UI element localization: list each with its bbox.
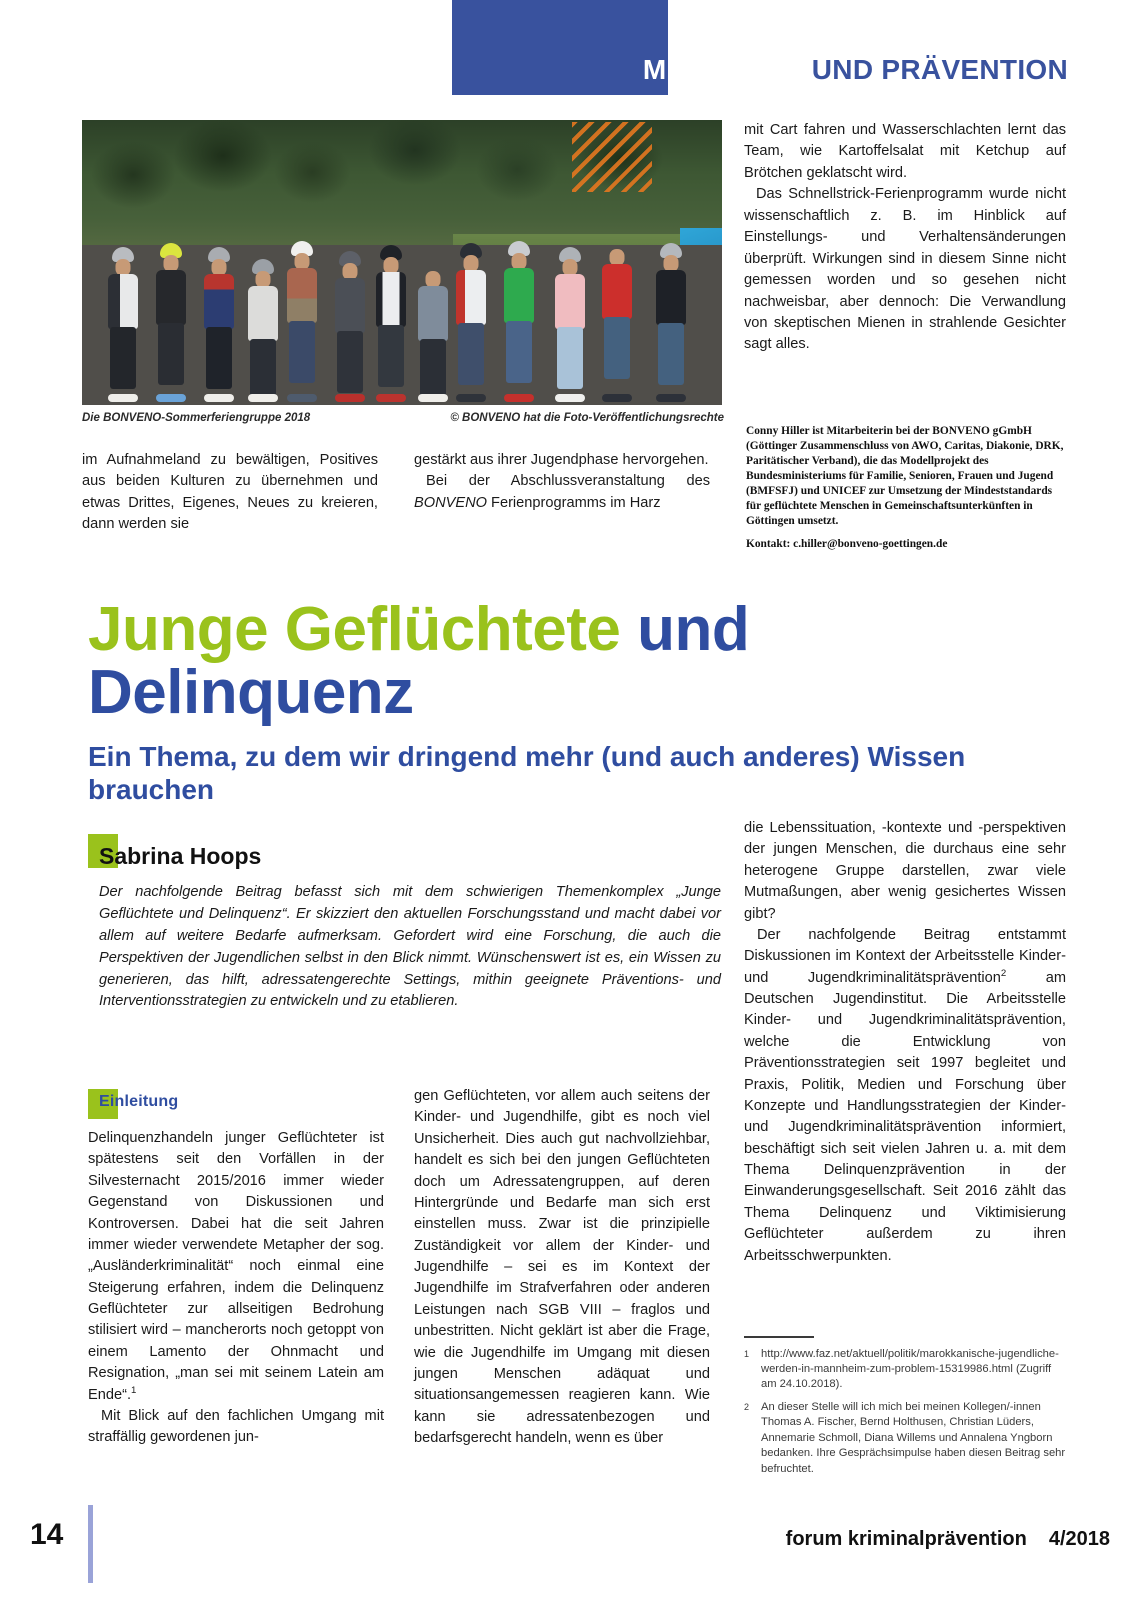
page-header-title bbox=[452, 54, 1068, 90]
section-heading-einleitung: Einleitung bbox=[99, 1093, 179, 1110]
photo-person bbox=[496, 241, 542, 399]
paragraph: gen Geflüchteten, vor allem auch seitens der Kinder- und Jugendhilfe, gibt es noch viel Unsicherheit. Dies auch gut nachvollziehbar, handelt es sich bei den jungen Geflüchteten doch um Adressatengruppen, auf deren Hintergründe und Bedarfe man sich erst einstellen muss. Zwar ist die prinzipielle Zuständigkeit vor allem der Kinder- und Jugendhilfe – sei es im Kontext der Jugendhilfe im Strafverfahren oder anderen Leistungen nach SGB VIII – fraglos und unbestritten. Nicht geklärt ist aber die Frage, wie die Jugendhilfe im Umgang mit diesen jungen Menschen adäquat und situationsangemessen reagieren kann. Wie kann sie adressatenbezogen und bedarfsgerecht handeln, wenn es über bbox=[414, 1088, 710, 1446]
continued-article-right-column bbox=[744, 120, 1066, 356]
footnote-text: An dieser Stelle will ich mich bei meinen Kollegen/-innen Thomas A. Fischer, Bernd Holthusen, Christian Lüders, Annemarie Schmoll, Diana Willems und Annalena Yngborn bedanken. Ihre Gesprächsimpulse haben diesen Beitrag sehr befruchtet. bbox=[761, 1400, 1066, 1475]
article-abstract bbox=[99, 882, 721, 1013]
footnote-item bbox=[744, 1347, 1066, 1393]
title-part-green: Junge Geflüchtete bbox=[88, 594, 621, 664]
figure-caption-left: Die BONVENO-Sommerferiengruppe 2018 bbox=[82, 412, 311, 424]
article-author-name: Sabrina Hoops bbox=[99, 843, 262, 869]
paragraph bbox=[414, 471, 710, 514]
journal-name: forum kriminalprävention bbox=[785, 1528, 1027, 1550]
paragraph: mit Cart fahren und Wasserschlachten lernt das Team, wie Kartoffelsalat mit Ketchup auf Brötchen geklatscht wird. bbox=[744, 122, 1066, 181]
paragraph: die Lebenssituation, -kontexte und -perspektiven der jungen Menschen, die durchaus eine sehr heterogene Gruppe darstellen, zwar viele Mutmaßungen, aber wenig gesichertes Wissen gibt? bbox=[744, 820, 1066, 922]
photo-crane-structure bbox=[572, 122, 652, 192]
photo-person bbox=[196, 247, 242, 399]
footnote-separator-rule bbox=[744, 1336, 814, 1338]
paragraph: Der nachfolgende Beitrag befasst sich mit dem schwierigen Themenkomplex „Junge Geflüchtete und Delinquenz“. Er skizziert den aktuellen Forschungsstand und macht dabei vor allem auf weitere Bedarfe aufmerksam. Gefordert wird eine Forschung, die auch die Perspektiven der Jugendlichen selbst in den Blick nimmt. Wünschenswert ist es, ein Wissen zu generieren, das hilft, adressatengerechte Settings, mithin geeignete Präventions- und Interventionsstrategien zu entwickeln und zu etablieren. bbox=[99, 884, 721, 1010]
footnote-item bbox=[744, 1400, 1066, 1477]
paragraph: gestärkt aus ihrer Jugendphase hervorgehen. bbox=[414, 452, 709, 468]
continued-article-column-2 bbox=[414, 450, 710, 514]
article-subtitle: Ein Thema, zu dem wir dringend mehr (und auch anderes) Wissen brauchen bbox=[88, 741, 966, 805]
paragraph bbox=[88, 1128, 384, 1406]
body-column-2 bbox=[414, 1086, 710, 1449]
page-number: 14 bbox=[30, 1518, 64, 1551]
footnote-number: 1 bbox=[744, 1348, 750, 1359]
footer-vertical-rule bbox=[88, 1505, 93, 1583]
photo-person bbox=[648, 243, 694, 399]
paragraph: Das Schnellstrick-Ferienprogramm wurde nicht wissenschaftlich z. B. im Hinblick auf Einstellungs- und Verhaltensänderungen überprüft. Wirkungen sind in diesem Sinne nicht gemessen worden und so gesehen nicht nachweisbar, aber dennoch: Die Verwandlung von skeptischen Mienen in strahlende Gesichter sagt alles. bbox=[744, 186, 1066, 353]
paragraph: Mit Blick auf den fachlichen Umgang mit straffällig gewordenen jun- bbox=[88, 1407, 384, 1446]
title-part-blue: und bbox=[620, 594, 750, 664]
article-title bbox=[88, 594, 1068, 727]
footer-journal-info bbox=[786, 1528, 1110, 1551]
photo-person bbox=[100, 247, 146, 399]
photo-person bbox=[278, 241, 326, 399]
paragraph-text-post: am Deutschen Jugendinstitut. Die Arbeitsstelle Kinder- und Jugendkriminalitätsprävention, welche die Entwicklung von Präventionsstrategien seit 1997 begleitet und Praxis, Politik, Medien und Forschung über Konzepte und Handlungsstrategien der Kinder- und Jugendkriminalitätsprävention informiert, beschäftigt sich seit vielen Jahren u. a. mit dem Thema Delinquenzprävention in der Einwanderungsgesellschaft. Seit 2016 zählt das Thema Delinquenz und Viktimisierung Geflüchteter außerdem zu ihren Arbeitsschwerpunkten. bbox=[744, 969, 1066, 1264]
footnote-number: 2 bbox=[744, 1401, 750, 1412]
photo-person bbox=[592, 237, 642, 399]
footnote-ref-1[interactable]: 1 bbox=[131, 1384, 137, 1396]
brand-name-italic: BONVENO bbox=[414, 494, 487, 511]
photo-person bbox=[368, 245, 414, 399]
footnote-ref-2[interactable]: 2 bbox=[1000, 967, 1007, 979]
author-bio-box bbox=[746, 424, 1066, 552]
body-column-3 bbox=[744, 818, 1066, 1267]
article-photo bbox=[82, 120, 722, 405]
paragraph: im Aufnahmeland zu bewältigen, Positives aus beiden Kulturen zu übernehmen und etwas Drittes, Eigenes, Neues zu kreieren, dann werden sie bbox=[82, 452, 378, 533]
header-title-highlight: MIGRATION bbox=[642, 54, 804, 85]
body-column-1 bbox=[88, 1128, 384, 1449]
text-pre: Bei der Abschlussveranstaltung des bbox=[426, 473, 710, 490]
photo-person bbox=[328, 251, 372, 399]
figure-caption-credit: © BONVENO hat die Foto-Veröffentlichungsrechte bbox=[450, 412, 724, 424]
photo-person bbox=[148, 243, 194, 399]
paragraph bbox=[744, 925, 1066, 1267]
text-post: Ferienprogramms im Harz bbox=[486, 494, 661, 511]
photo-person bbox=[548, 247, 592, 399]
photo-person bbox=[448, 243, 494, 399]
paragraph-text: Delinquenzhandeln junger Geflüchteter ist spätestens seit den Vorfällen in der Silvesternacht 2015/2016 immer wieder Gegenstand von Diskussionen und Kontroversen. Dabei hat die seit Jahren immer wieder verwendete Metapher der sog. „Ausländerkriminalität“ noch einmal eine Steigerung erfahren, indem die Delinquenz Geflüchteter zur allseitigen Bedrohung stilisiert wird – mancherorts noch getoppt von einem Lamento der Ohnmacht und Resignation, „man sei mit seinem Latein am Ende“. bbox=[88, 1130, 384, 1403]
footnote-text[interactable]: http://www.faz.net/aktuell/politik/marokkanische-jugendliche-werden-in-mannheim-zum-problem-15319986.html (Zugriff am 24.10.2018). bbox=[761, 1347, 1059, 1391]
author-contact: Kontakt: c.hiller@bonveno-goettingen.de bbox=[746, 538, 948, 551]
continued-article-column-1 bbox=[82, 450, 378, 536]
footnotes-block bbox=[744, 1336, 1066, 1484]
header-title-rest: UND PRÄVENTION bbox=[803, 54, 1068, 85]
author-bio-text: Conny Hiller ist Mitarbeiterin bei der BONVENO gGmbH (Göttinger Zusammenschluss von AWO, Caritas, Diakonie, DRK, Paritätischer Verband), die das Modellprojekt des Bundesministeriums für Familie, Senioren, Frauen und Jugend (BMFSFJ) und UNICEF zur Umsetzung der Mindeststandards für geflüchtete Menschen in Gemeinschaftsunterkünften in Göttingen umsetzt. bbox=[746, 425, 1064, 528]
journal-issue: 4/2018 bbox=[1048, 1528, 1110, 1550]
paragraph-text-pre: Der nachfolgende Beitrag entstammt Diskussionen im Kontext der Arbeitsstelle Kinder- und Jugendkriminalitätsprävention bbox=[744, 926, 1066, 986]
title-line-two: Delinquenz bbox=[88, 657, 414, 727]
